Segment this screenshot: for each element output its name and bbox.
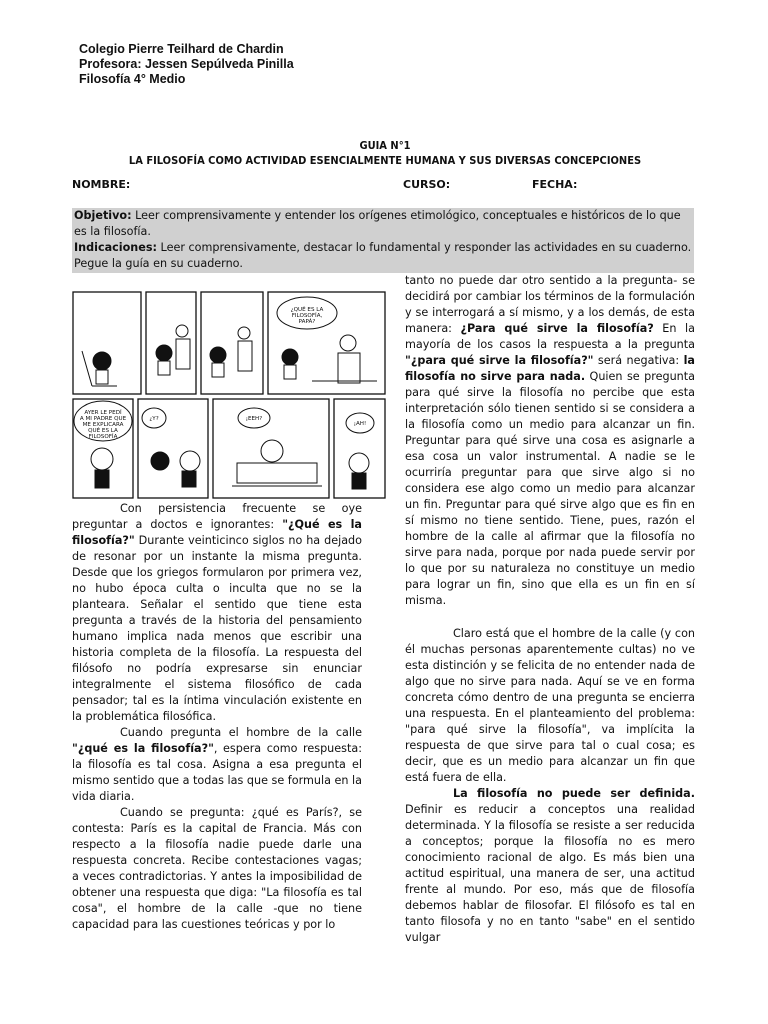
instructions-text: Leer comprensivamente, destacar lo fundamental y responder las actividades en su cuaderno. Pegue la guía en su cuaderno. [74, 241, 692, 270]
text-run: Durante veinticinco siglos no ha dejado de resonar por un instante la misma pregunta. Desde que los griegos formularon por primera vez, no hubo época culta o inculta que no se la planteara. Señalar el sentido que tiene esta pregunta a través de la historia del pensamiento humano implica nada menos que escribir una historia completa de la filosofía. La respuesta del filósofo no podría expresarse sin enunciar integralmente el sistema filosófico de cada pensador; tal es la íntima vinculación existente en la problemática filosófica. [72, 534, 362, 723]
guide-title [40, 138, 730, 168]
text-run: , espera como respuesta: la filosofía es tal cosa. Asigna a esa pregunta el mismo sentido que a todas las que se formula en la vida diaria. [72, 742, 362, 803]
document-header [79, 42, 294, 87]
bold-statement: La filosofía no puede ser definida. [453, 787, 695, 800]
text-run: En la mayoría de los casos la respuesta a la pregunta [405, 322, 695, 351]
guide-number: GUIA N°1 [359, 139, 411, 152]
text-run: será negativa: [593, 354, 684, 367]
teacher-name: Profesora: Jessen Sepúlveda Pinilla [79, 57, 294, 71]
bold-question: "¿qué es la filosofía?" [72, 742, 214, 755]
bold-question: "¿Qué es la filosofía?" [72, 518, 362, 547]
date-field-label: FECHA: [532, 178, 578, 191]
objective-box [72, 208, 694, 273]
objective-label: Objetivo: [74, 209, 132, 222]
text-run: Cuando pregunta el hombre de la calle [120, 726, 362, 739]
instructions-line [74, 240, 692, 272]
text-run: Quien se pregunta para qué sirve la filosofía no percibe que esta interpretación sólo tienen sentido si se considera a la filosofía como un medio para alcanzar un fin. Preguntar para qué sirve una cosa es asignarle a esa cosa un valor instrumental. A nadie se le ocurriría preguntar para que sirve algo si no considera ese algo como un medio para alcanzar un fin. Preguntar para qué sirve algo que es fin en sí mismo no tiene sentido. Tiene, pues, razón el hombre de la calle al afirmar que la filosofía no sirve para nada, porque por nada puede servir por lo que por su naturaleza no constituye un medio para lograr un fin, sino que ella es un fin en sí misma. [405, 370, 695, 607]
left-paragraph-3: Cuando se pregunta: ¿qué es París?, se contesta: París es la capital de Francia. Más con respecto a la filosofía nadie puede darle una respuesta concreta. Recibe contestaciones vagas; a veces contradictorias. Y antes la imposibilidad de obtener una respuesta que diga: "La filosofía es tal cosa", el hombre de la calle -que no tiene capacidad para las cuestiones teóricas y por lo [72, 806, 362, 931]
mafalda-comic-strip [72, 291, 386, 499]
course-name: Filosofía 4° Medio [79, 72, 186, 86]
bubble-y: ¿Y? [149, 416, 159, 422]
guide-topic: LA FILOSOFÍA COMO ACTIVIDAD ESENCIALMENTE HUMANA Y SUS DIVERSAS CONCEPCIONES [128, 154, 642, 167]
right-column [405, 273, 695, 946]
left-paragraph-2 [72, 725, 362, 805]
text-run: tanto no puede dar otro sentido a la pregunta- se decidirá por cambiar los términos de la formulación y se interrogará a sí mismo, y a los demás, de esta manera: [405, 274, 695, 335]
objective-text: Leer comprensivamente y entender los orígenes etimológico, conceptuales e históricos de lo que es la filosofía. [74, 209, 681, 238]
right-paragraph-1 [405, 273, 695, 609]
right-paragraph-3 [405, 786, 695, 946]
bubble-que-es-la-filosofia: ¿QUÉ ES LA FILOSOFÍA, PAPÁ? [290, 307, 324, 325]
bubble-ah: ¡AH! [353, 421, 367, 427]
left-column [72, 501, 362, 933]
left-paragraph-1 [72, 501, 362, 725]
text-run: Con persistencia frecuente se oye preguntar a doctos e ignorantes: [72, 502, 362, 531]
school-name: Colegio Pierre Teilhard de Chardin [79, 42, 284, 56]
instructions-label: Indicaciones: [74, 241, 157, 254]
bold-statement: la filosofía no sirve para nada. [405, 354, 695, 383]
right-paragraph-2: Claro está que el hombre de la calle (y con él muchas personas aparentemente cultas) no ve esta distinción y se felicita de no entender nada de algo que no sirve para nada. Aquí se ve en forma concreta cómo dentro de una pregunta se encierra una respuesta. En el planteamiento del problema: "para qué sirve la filosofía", va implícita la respuesta de que sirve para tal o cual cosa; es decir, que es un medio para alcanzar un fin que está fuera de ella. [405, 627, 695, 784]
bold-question: ¿Para qué sirve la filosofía? [460, 322, 654, 335]
bold-question: "¿para qué sirve la filosofía?" [405, 354, 594, 367]
bubble-ayer-le-pedi: AYER LE PEDÍ A MI PADRE QUE ME EXPLICARA QUÉ ES LA FILOSOFÍA [79, 410, 127, 440]
bubble-eeh: ¡EEH? [245, 416, 263, 422]
comic-panel-3 [201, 292, 263, 394]
course-field-label: CURSO: [403, 178, 451, 191]
name-field-label: NOMBRE: [72, 178, 131, 191]
objective-line [74, 208, 692, 240]
text-run: Definir es reducir a conceptos una realidad determinada. Y la filosofía se resiste a ser reducida a conceptos; porque la filosofía no es mero conocimiento racional de algo. Es más bien una actitud espiritual, una manera de ser, una actitud frente al mundo. Por eso, más que de filosofía debemos hablar de filosofar. El filósofo es tal en tanto filosofa y no en tanto "sabe" en el sentido vulgar [405, 803, 695, 944]
